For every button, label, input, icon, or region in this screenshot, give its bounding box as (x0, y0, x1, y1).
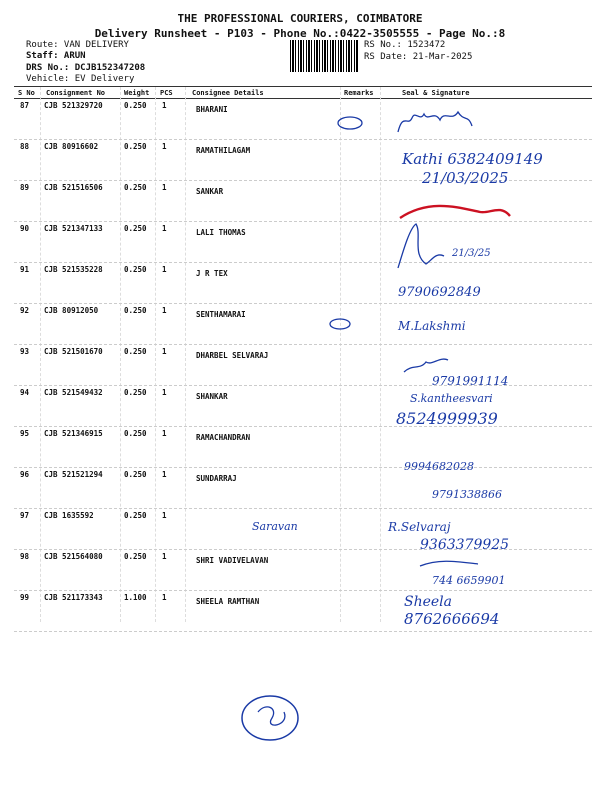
row-sno: 97 (20, 511, 30, 520)
row-pcs: 1 (162, 593, 167, 602)
row-consignment: CJB 521347133 (44, 224, 103, 233)
row-pcs: 1 (162, 552, 167, 561)
row-sno: 96 (20, 470, 30, 479)
row-pcs: 1 (162, 224, 167, 233)
row-consignment: CJB 521521294 (44, 470, 103, 479)
seal-mark (258, 707, 285, 725)
row-sno: 90 (20, 224, 30, 233)
row-consignment: CJB 521346915 (44, 429, 103, 438)
col-sno: S No (18, 89, 35, 97)
sig-96-phone2: 9791338866 (432, 488, 502, 501)
row-weight: 0.250 (124, 101, 147, 110)
sig-94-name: S.kantheesvari (410, 392, 493, 405)
row-consignee: RAMATHILAGAM (196, 146, 251, 155)
sig-92-name: M.Lakshmi (398, 319, 466, 333)
row-consignee: SHANKAR (196, 392, 228, 401)
row-sno: 95 (20, 429, 30, 438)
row-consignment: CJB 521516506 (44, 183, 103, 192)
row-pcs: 1 (162, 511, 167, 520)
vehicle-label: Vehicle: EV Delivery (26, 74, 135, 84)
sig-90-date: 21/3/25 (452, 248, 491, 259)
sig-96-phone1: 9994682028 (404, 460, 474, 473)
row-weight: 1.100 (124, 593, 147, 602)
row-consignment: CJB 521329720 (44, 101, 103, 110)
signature-98-scrawl (420, 561, 478, 566)
rs-date: RS Date: 21-Mar-2025 (364, 52, 473, 62)
row-consignment: CJB 521173343 (44, 593, 103, 602)
row-pcs: 1 (162, 183, 167, 192)
sig-97-name: R.Selvaraj (388, 520, 451, 534)
row-consignee: SHRI VADIVELAVAN (196, 556, 269, 565)
sig-99-phone: 8762666694 (404, 610, 500, 628)
drs-number: DRS No.: DCJB152347208 (26, 63, 146, 73)
remark-circle (338, 117, 362, 129)
row-sno: 98 (20, 552, 30, 561)
row-consignment: CJB 521501670 (44, 347, 103, 356)
row-weight: 0.250 (124, 224, 147, 233)
rs-number: RS No.: 1523472 (364, 40, 446, 50)
col-seal-signature: Seal & Signature (402, 89, 470, 97)
row-consignment: CJB 80912050 (44, 306, 99, 315)
row-pcs: 1 (162, 388, 167, 397)
sig-97-phone: 9363379925 (420, 537, 510, 553)
row-pcs: 1 (162, 429, 167, 438)
row-weight: 0.250 (124, 306, 147, 315)
col-consignee: Consignee Details (192, 89, 264, 97)
row-weight: 0.250 (124, 470, 147, 479)
row-weight: 0.250 (124, 183, 147, 192)
row-sno: 87 (20, 101, 30, 110)
signature-90 (398, 224, 444, 268)
col-remarks: Remarks (344, 89, 374, 97)
row-consignee: SANKAR (196, 187, 224, 196)
row-sno: 92 (20, 306, 30, 315)
sig-88-phone: Kathi 6382409149 (402, 150, 543, 168)
row-consignee: SUNDARRAJ (196, 474, 237, 483)
red-stamp-scribble (400, 206, 510, 218)
route-label: Route: VAN DELIVERY (26, 40, 129, 50)
signature-87 (398, 112, 472, 132)
row-pcs: 1 (162, 470, 167, 479)
seal-circle (242, 696, 298, 740)
company-title: THE PROFESSIONAL COURIERS, COIMBATORE (177, 12, 423, 25)
row-sno: 89 (20, 183, 30, 192)
row-consignee: LALI THOMAS (196, 228, 246, 237)
row-weight: 0.250 (124, 388, 147, 397)
row-pcs: 1 (162, 265, 167, 274)
row-sno: 99 (20, 593, 30, 602)
row-weight: 0.250 (124, 265, 147, 274)
staff-label: Staff: ARUN (26, 51, 86, 61)
row-weight: 0.250 (124, 511, 147, 520)
row-pcs: 1 (162, 347, 167, 356)
row-consignee: SENTHAMARAI (196, 310, 246, 319)
remark-circle (330, 319, 350, 329)
col-weight: Weight (124, 89, 150, 97)
row-consignee: RAMACHANDRAN (196, 433, 251, 442)
sig-97-left: Saravan (252, 520, 298, 533)
row-sno: 94 (20, 388, 30, 397)
row-pcs: 1 (162, 142, 167, 151)
col-consignment: Consignment No (46, 89, 106, 97)
row-sno: 91 (20, 265, 30, 274)
sig-98-phone: 744 6659901 (432, 574, 506, 587)
row-weight: 0.250 (124, 552, 147, 561)
row-consignment: CJB 1635592 (44, 511, 94, 520)
row-pcs: 1 (162, 101, 167, 110)
col-pcs: PCS (160, 89, 173, 97)
row-consignee: BHARANI (196, 105, 228, 114)
row-consignee: J R TEX (196, 269, 228, 278)
row-weight: 0.250 (124, 347, 147, 356)
row-pcs: 1 (162, 306, 167, 315)
sig-93-phone: 9791991114 (432, 374, 509, 388)
row-sno: 88 (20, 142, 30, 151)
sig-94-phone: 8524999939 (396, 409, 498, 428)
sig-99-name: Sheela (404, 594, 453, 610)
sig-88-date: 21/03/2025 (422, 169, 509, 187)
row-consignment: CJB 80916602 (44, 142, 99, 151)
row-sno: 93 (20, 347, 30, 356)
row-consignment: CJB 521535228 (44, 265, 103, 274)
sig-91-phone: 9790692849 (398, 285, 481, 300)
row-consignee: SHEELA RAMTHAN (196, 597, 260, 606)
runsheet-subtitle: Delivery Runsheet - P103 - Phone No.:0422-3505555 - Page No.:8 (94, 27, 506, 40)
row-weight: 0.250 (124, 429, 147, 438)
row-consignment: CJB 521549432 (44, 388, 103, 397)
row-consignment: CJB 521564080 (44, 552, 103, 561)
row-consignee: DHARBEL SELVARAJ (196, 351, 269, 360)
row-weight: 0.250 (124, 142, 147, 151)
signature-93-scrawl (404, 359, 448, 372)
